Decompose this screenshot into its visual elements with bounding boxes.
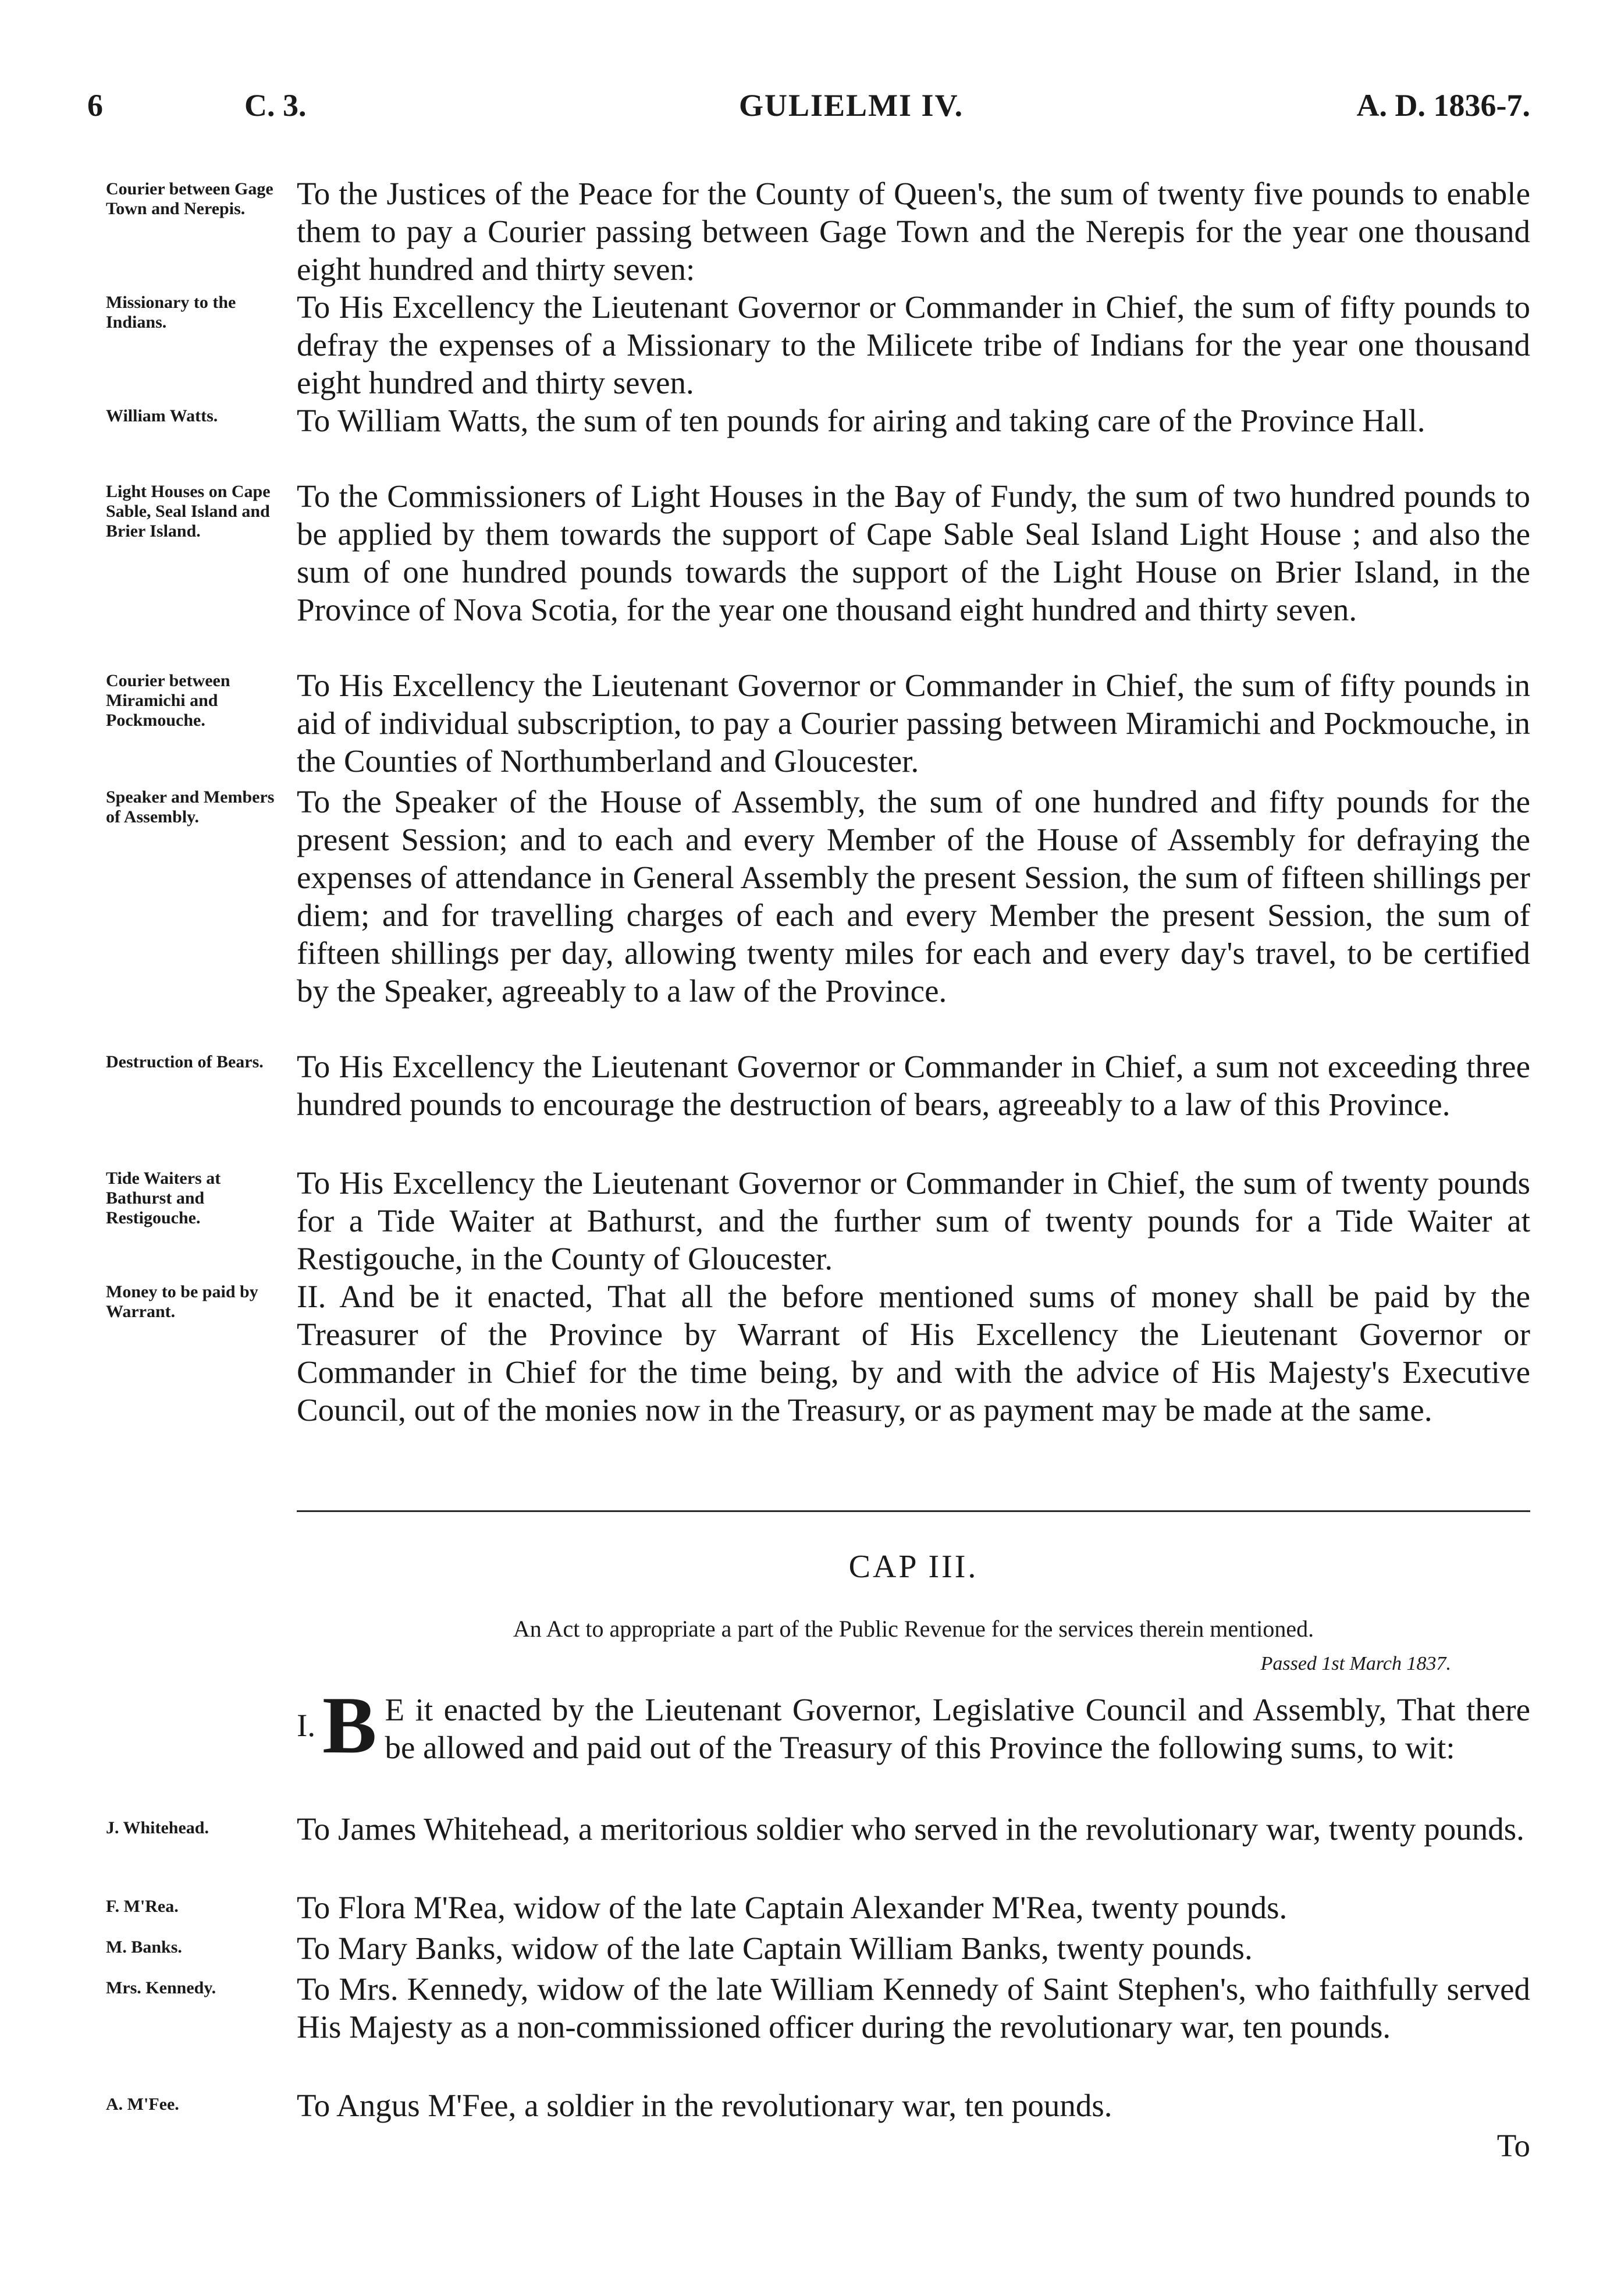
grant-text: To Mary Banks, widow of the late Captain William Banks, twenty pounds.	[297, 1931, 1253, 1966]
margin-note: Light Houses on Cape Sable, Seal Island and Brier Island.	[106, 482, 271, 541]
margin-note: Money to be paid by Warrant.	[106, 1282, 258, 1321]
margin-note: M. Banks.	[106, 1937, 182, 1957]
section-number: I.	[297, 1708, 316, 1743]
passed-date: Passed 1st March 1837.	[1260, 1653, 1451, 1674]
margin-note: Mrs. Kennedy.	[106, 1978, 216, 1997]
section-divider	[297, 1510, 1530, 1512]
entry-text: To His Excellency the Lieutenant Governor or Commander in Chief, the sum of fifty pounds to defray the expenses of a Missionary to the Milicete tribe of Indians for the year one thousand eight hundred and thirty seven.	[297, 289, 1530, 400]
margin-note: Speaker and Members of Assembly.	[106, 787, 275, 826]
drop-cap: B	[322, 1680, 377, 1770]
margin-note: J. Whitehead.	[106, 1818, 209, 1837]
enacting-text: E it enacted by the Lieutenant Governor, Legislative Council and Assembly, That there be allowed and paid out of the Treasury of this Province the following sums, to wit:	[385, 1692, 1530, 1765]
act-description: An Act to appropriate a part of the Public Revenue for the services therein mentioned.	[513, 1616, 1314, 1642]
entry-text: To His Excellency the Lieutenant Governor or Commander in Chief, the sum of fifty pounds in aid of individual subscription, to pay a Courier passing between Miramichi and Pockmouche, in the Counties of Northumberland and Gloucester.	[297, 668, 1530, 779]
grant-text: To Flora M'Rea, widow of the late Captain Alexander M'Rea, twenty pounds.	[297, 1890, 1288, 1925]
entry-text: To His Excellency the Lieutenant Governor or Commander in Chief, the sum of twenty pounds for a Tide Waiter at Bathurst, and the further sum of twenty pounds for a Tide Waiter at Restigouche, in the County of Gloucester.	[297, 1165, 1530, 1276]
margin-note: William Watts.	[106, 406, 218, 425]
grant-text: To Angus M'Fee, a soldier in the revolutionary war, ten pounds.	[297, 2088, 1112, 2123]
margin-note: Missionary to the Indians.	[106, 293, 236, 332]
running-header	[87, 87, 1530, 140]
cap-title: CAP III.	[848, 1549, 979, 1585]
entry-text: To the Commissioners of Light Houses in the Bay of Fundy, the sum of two hundred pounds to be applied by them towards the support of Cape Sable Seal Island Light House ; and also the sum of one hundred pounds towards the support of the Light House on Brier Island, in the Province of Nova Scotia, for the year one thousand eight hundred and thirty seven.	[297, 478, 1530, 627]
entry-text: II. And be it enacted, That all the before mentioned sums of money shall be paid by the Treasurer of the Province by Warrant of His Excellency the Lieutenant Governor or Commander in Chief for the time being, by and with the advice of His Majesty's Executive Council, out of the monies now in the Treasury, or as payment may be made at the same.	[297, 1279, 1530, 1428]
page-number: 6	[87, 88, 103, 123]
entry-text: To the Justices of the Peace for the County of Queen's, the sum of twenty five pounds to enable them to pay a Courier passing between Gage Town and the Nerepis for the year one thousand eight hundred and thirty seven:	[297, 176, 1530, 287]
entry-text: To His Excellency the Lieutenant Governor or Commander in Chief, a sum not exceeding three hundred pounds to encourage the destruction of bears, agreeably to a law of this Province.	[297, 1049, 1530, 1122]
entry-text: To William Watts, the sum of ten pounds for airing and taking care of the Province Hall.	[297, 403, 1425, 438]
margin-note: Courier between Miramichi and Pockmouche.	[106, 671, 230, 730]
margin-note: A. M'Fee.	[106, 2095, 179, 2114]
grant-text: To James Whitehead, a meritorious soldier who served in the revolutionary war, twenty pounds.	[297, 1811, 1524, 1847]
grant-text: To Mrs. Kennedy, widow of the late William Kennedy of Saint Stephen's, who faithfully served His Majesty as a non-commissioned officer during the revolutionary war, ten pounds.	[297, 1971, 1530, 2045]
entry-text: To the Speaker of the House of Assembly, the sum of one hundred and fifty pounds for the present Session; and to each and every Member of the House of Assembly for defraying the expenses of attendance in General Assembly the present Session, the sum of fifteen shillings per diem; and for travelling charges of each and every Member the present Session, the sum of fifteen shillings per day, allowing twenty miles for each and every day's travel, to be certified by the Speaker, agreeably to a law of the Province.	[297, 784, 1530, 1009]
year-ref: A. D. 1836-7.	[1356, 88, 1530, 123]
margin-note: Destruction of Bears.	[106, 1052, 264, 1071]
chapter-ref: C. 3.	[244, 88, 307, 123]
margin-note: Tide Waiters at Bathurst and Restigouche.	[106, 1169, 221, 1227]
catchword: To	[1496, 2128, 1530, 2163]
margin-note: F. M'Rea.	[106, 1897, 179, 1916]
reign-title: GULIELMI IV.	[739, 88, 964, 123]
margin-note: Courier between Gage Town and Nerepis.	[106, 179, 273, 218]
